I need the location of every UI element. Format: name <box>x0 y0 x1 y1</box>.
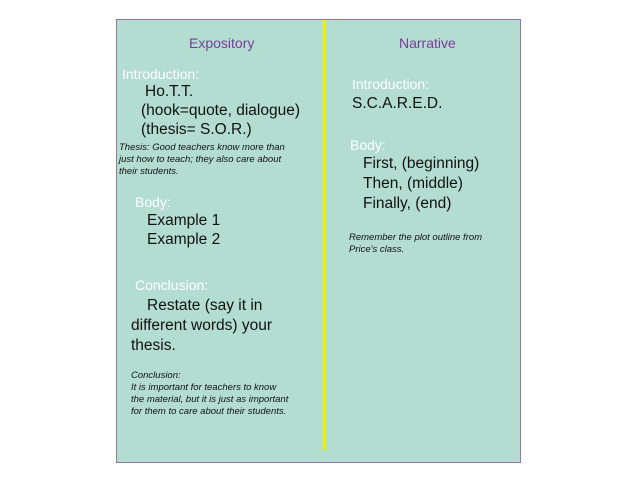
expository-thesis-line: just how to teach; they also care about <box>119 154 282 165</box>
expository-intro-line: Ho.T.T. <box>145 83 194 100</box>
expository-intro-line: (thesis= S.O.R.) <box>141 121 252 138</box>
narrative-intro-line: S.C.A.R.E.D. <box>352 95 443 112</box>
slide-panel <box>116 19 521 463</box>
narrative-header: Narrative <box>399 35 456 51</box>
narrative-body-line: First, (beginning) <box>363 155 480 172</box>
expository-thesis-line: Thesis: Good teachers know more than <box>119 142 285 153</box>
narrative-body-label: Body: <box>350 137 386 153</box>
expository-conclusion-line: different words) your <box>131 317 272 334</box>
narrative-body-line: Finally, (end) <box>363 195 452 212</box>
expository-conclusion-label: Conclusion: <box>135 277 209 293</box>
narrative-note-line: Remember the plot outline from <box>349 232 483 243</box>
expository-intro-label: Introduction: <box>122 66 200 82</box>
expository-conclusion-note-line: It is important for teachers to know <box>131 382 277 393</box>
expository-body-line: Example 2 <box>147 231 221 248</box>
expository-body-line: Example 1 <box>147 212 221 229</box>
expository-body-label: Body: <box>135 194 171 210</box>
expository-conclusion-line: Restate (say it in <box>147 297 263 314</box>
narrative-note-line: Price's class. <box>349 244 405 255</box>
expository-thesis-line: their students. <box>119 166 179 177</box>
expository-conclusion-note-line: for them to care about their students. <box>131 406 287 417</box>
expository-intro-line: (hook=quote, dialogue) <box>141 102 300 119</box>
column-divider <box>323 20 326 450</box>
narrative-body-line: Then, (middle) <box>363 175 463 192</box>
expository-conclusion-note-line: the material, but it is just as important <box>131 394 289 405</box>
expository-header: Expository <box>189 35 255 51</box>
expository-conclusion-line: thesis. <box>131 337 176 354</box>
narrative-intro-label: Introduction: <box>352 76 430 92</box>
expository-conclusion-note-line: Conclusion: <box>131 370 181 381</box>
